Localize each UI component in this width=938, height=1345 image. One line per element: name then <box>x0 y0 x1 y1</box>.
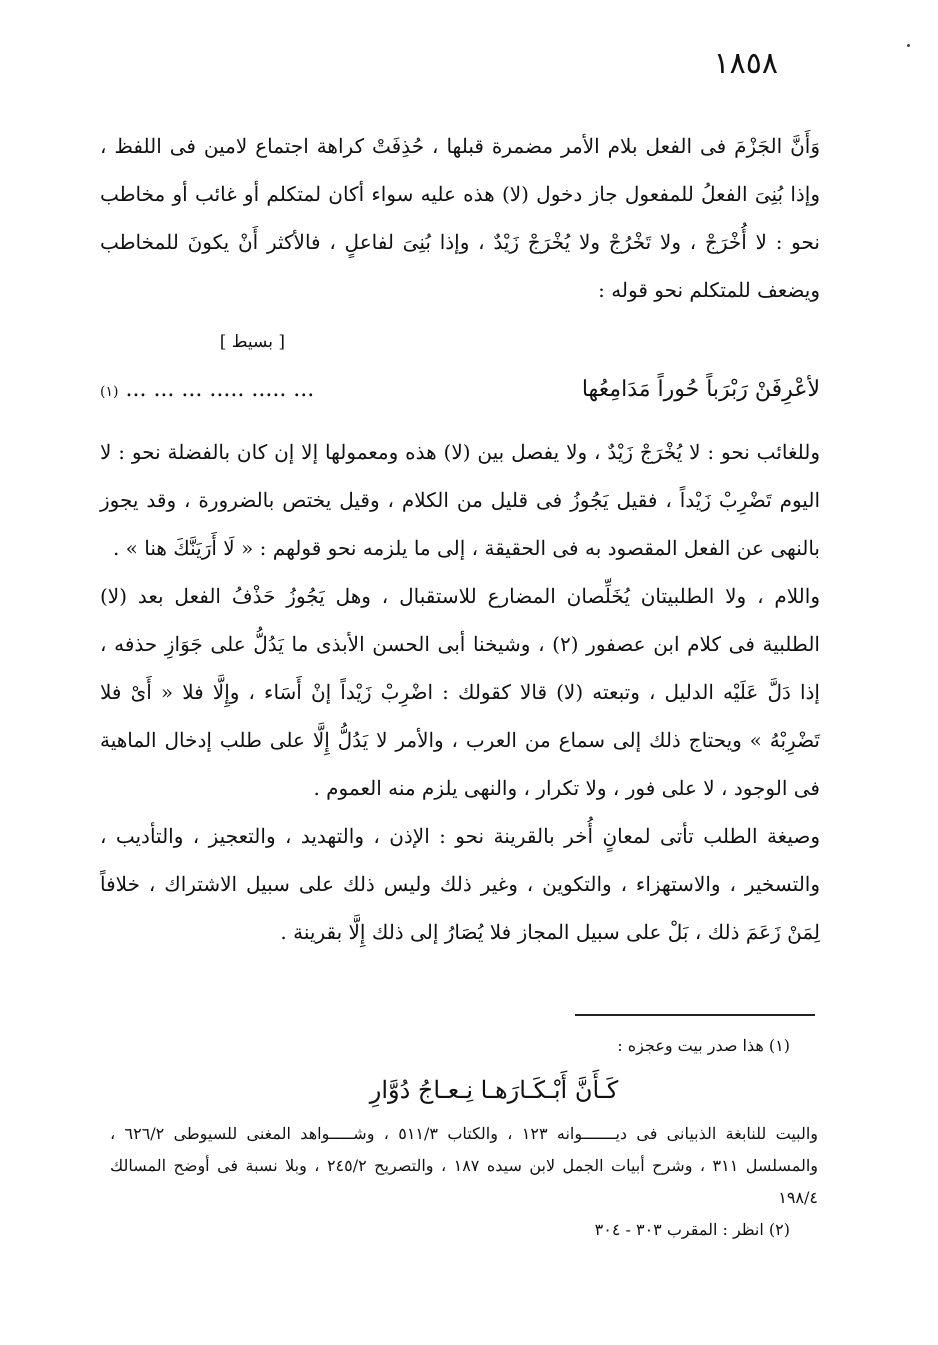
footnote-2: (٢) انظر : المقرب ٣٠٣ - ٣٠٤ <box>594 1220 790 1239</box>
footnote-1-verse: كَـأَنَّ أَبْـكَـارَهـا نِـعـاجُ دُوَّارِ <box>369 1076 619 1104</box>
footnote-1-references: والبيت للنابغة الذبيانى فى ديـــــــوانه ١٢٣ ، والكتاب ٥١١/٣ ، وشـــــواهد المغنى للسيوطى ٦٢٦/٢ ، والمسلسل ٣١١ ، وشرح أبيات الجمل لابن سيده ١٨٧ ، والتصريح ٢٤٥/٢ ، وبلا نسبة فى أوضح المسالك ١٩٨/٤ <box>110 1124 819 1207</box>
footnote-divider <box>575 1014 815 1016</box>
paragraph-1: وَأَنَّ الجَزْمَ فى الفعل بلام الأمر مضمرة قبلها ، حُذِفَتْ كراهة اجتماع لامين فى اللفظ ، وإذا بُنِىَ الفعلُ للمفعول جاز دخول (لا) هذه عليه سواء أكان لمتكلم أو غائب أو مخاطب نحو : لا أُخْرَجْ ، ولا تَخْرُجْ ولا يُخْرَجْ زَيْدٌ ، وإذا بُنِىَ لفاعلٍ ، فالأكثر أَنْ يكونَ للمخاطب ويضعف للمتكلم نحو قوله : <box>100 134 820 302</box>
page-number: ١٨٥٨ <box>713 46 778 81</box>
verse-dots: ... ..... ..... ... ... ... (١) <box>100 377 315 402</box>
poetic-meter-label: [ بسيط ] <box>219 332 285 352</box>
scan-speck <box>907 44 910 47</box>
paragraph-2: وللغائب نحو : لا يُخْرَجْ زَيْدٌ ، ولا يفصل بين (لا) هذه ومعمولها إلا إن كان بالفضلة نحو : لا اليوم تَضْرِبْ زَيْداً ، فقيل يَجُوزُ فى قليل من الكلام ، وقيل يختص بالضرورة ، وقد يجوز بالنهى عن الفعل المقصود به فى الحقيقة ، إلى ما يلزمه نحو قولهم : « لَا أَرَيَنَّكَ هنا » . <box>100 440 820 560</box>
verse-text: لأعْرِفَنْ رَبْرَباً حُوراً مَدَامِعُها <box>581 377 820 402</box>
footnote-marker-1: (١) <box>100 384 119 400</box>
paragraph-3: واللام ، ولا الطلبيتان يُخَلِّصان المضارع للاستقبال ، وهل يَجُوزُ حَذْفُ الفعل بعد (لا) الطلبية فى كلام ابن عصفور (٢) ، وشيخنا أبى الحسن الأبذى ما يَدُلُّ على جَوَازِ حذفه ، إذا دَلَّ عَلَيْه الدليل ، وتبعته (لا) قالا كقولك : اضْرِبْ زَيْداً إنْ أَسَاء ، وإِلَّا فلا « أَىْ فلا تَضْرِبْهُ » ويحتاج ذلك إلى سماع من العرب ، والأمر لا يَدُلُّ إِلَّا على طلب إدخال الماهية فى الوجود ، لا على فور ، ولا تكرار ، والنهى يلزم منه العموم . <box>100 584 820 800</box>
main-text <box>100 122 820 956</box>
verse-line <box>100 360 820 422</box>
footnote-1-intro: (١) هذا صدر بيت وعجزه : <box>617 1036 790 1055</box>
footnotes <box>110 1030 818 1246</box>
paragraph-4: وصيغة الطلب تأتى لمعانٍ أُخر بالقرينة نحو : الإذن ، والتهديد ، والتعجيز ، والتأديب ، والتسخير ، والاستهزاء ، والتكوين ، وغير ذلك وليس ذلك على سبيل الاشتراك ، خلافاً لِمَنْ زَعَمَ ذلك ، بَلْ على سبيل المجاز فلا يُصَارُ إلى ذلك إِلَّا بقرينة . <box>100 824 821 944</box>
